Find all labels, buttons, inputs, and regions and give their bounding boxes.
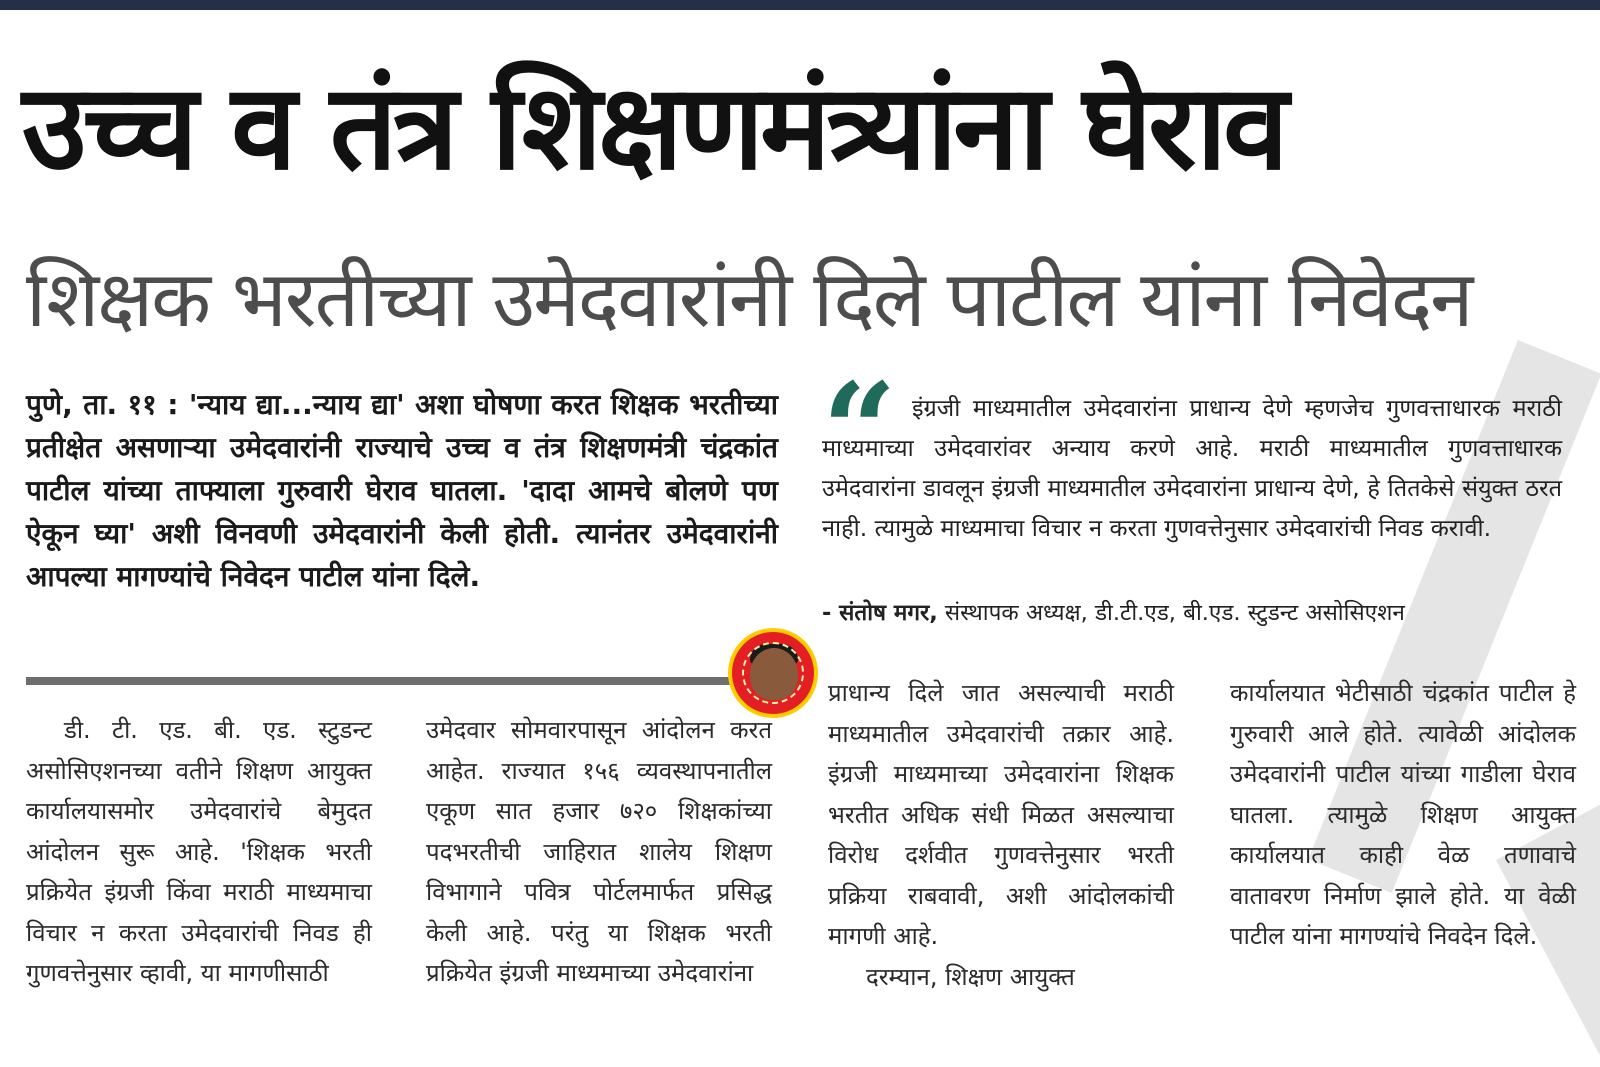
quote-attribution-role: संस्थापक अध्यक्ष, डी.टी.एड, बी.एड. स्टुडन्ट असोसिएशन [944, 600, 1405, 626]
top-border-rule [0, 0, 1600, 10]
lead-paragraph: पुणे, ता. ११ : 'न्याय द्या...न्याय द्या' अशा घोषणा करत शिक्षक भरतीच्या प्रतीक्षेत असणाऱ्या उमेदवारांनी राज्याचे उच्च व तंत्र शिक्षणमंत्री चंद्रकांत पाटील यांच्या ताफ्याला गुरुवारी घेराव घातला. 'दादा आमचे बोलणे पण ऐकून घ्या' अशी विनवणी उमेदवारांनी केली होती. त्यानंतर उमेदवारांनी आपल्या मागण्यांचे निवेदन पाटील यांना दिले. [26, 388, 778, 593]
article-column-1: डी. टी. एड. बी. एड. स्टुडन्ट असोसिएशनच्या वतीने शिक्षण आयुक्त कार्यालयासमोर उमेदवारांचे बेमुदत आंदोलन सुरू आहे. 'शिक्षक भरती प्रक्रियेत इंग्रजी किंवा मराठी माध्यमाचा विचार न करता उमेदवारांची निवड ही गुणवत्तेनुसार व्हावी, या मागणीसाठी [26, 716, 372, 987]
article-column-3-paragraph-1: प्राधान्य दिले जात असल्याची मराठी माध्यमातील उमेदवारांची तक्रार आहे. इंग्रजी माध्यमाच्या उमेदवारांना शिक्षक भरतीत अधिक संधी मिळत असल्याचा विरोध दर्शवीत गुणवत्तेनुसार भरती प्रक्रिया राबवावी, अशी आंदोलकांची मागणी आहे. [828, 679, 1174, 950]
article-column-3 [828, 673, 1174, 997]
quote-text: इंग्रजी माध्यमातील उमेदवारांना प्राधान्य देणे म्हणजेच गुणवत्ताधारक मराठी माध्यमाच्या उमेदवारांवर अन्याय करणे आहे. मराठी माध्यमातील गुणवत्ताधारक उमेदवारांना डावलून इंग्रजी माध्यमातील उमेदवारांना प्राधान्य देणे, हे तितकेसे संयुक्त ठरत नाही. त्यामुळे माध्यमाचा विचार न करता गुणवत्तेनुसार उमेदवारांची निवड करावी. [822, 394, 1562, 542]
article-column-3-paragraph-2: दरम्यान, शिक्षण आयुक्त [866, 962, 1075, 991]
headline: उच्च व तंत्र शिक्षणमंत्र्यांना घेराव [22, 58, 1285, 196]
quote-attribution [822, 593, 1578, 633]
watermark-stamp-avatar [728, 628, 818, 718]
quote-mark-icon: “ [822, 354, 897, 507]
quote-attribution-name: - संतोष मगर, [822, 600, 938, 626]
stamp-ring [742, 642, 804, 704]
subheadline: शिक्षक भरतीच्या उमेदवारांनी दिले पाटील यांना निवेदन [26, 255, 1472, 345]
lead-divider-rule [26, 677, 778, 685]
article-column-4: कार्यालयात भेटीसाठी चंद्रकांत पाटील हे गुरुवारी आले होते. त्यावेळी आंदोलक उमेदवारांनी पाटील यांच्या गाडीला घेराव घातला. त्यामुळे शिक्षण आयुक्त कार्यालयात काही वेळ तणावाचे वातावरण निर्माण झाले होते. या वेळी पाटील यांना मागण्यांचे निवदेन दिले. [1230, 679, 1576, 950]
article-column-2: उमेदवार सोमवारपासून आंदोलन करत आहेत. राज्यात १५६ व्यवस्थापनातील एकूण सात हजार ७२० शिक्षकांच्या पदभरतीची जाहिरात शालेय शिक्षण विभागाने पवित्र पोर्टलमार्फत प्रसिद्ध केली आहे. परंतु या शिक्षक भरती प्रक्रियेत इंग्रजी माध्यमाच्या उमेदवारांना [426, 716, 772, 987]
pull-quote [822, 354, 1578, 658]
